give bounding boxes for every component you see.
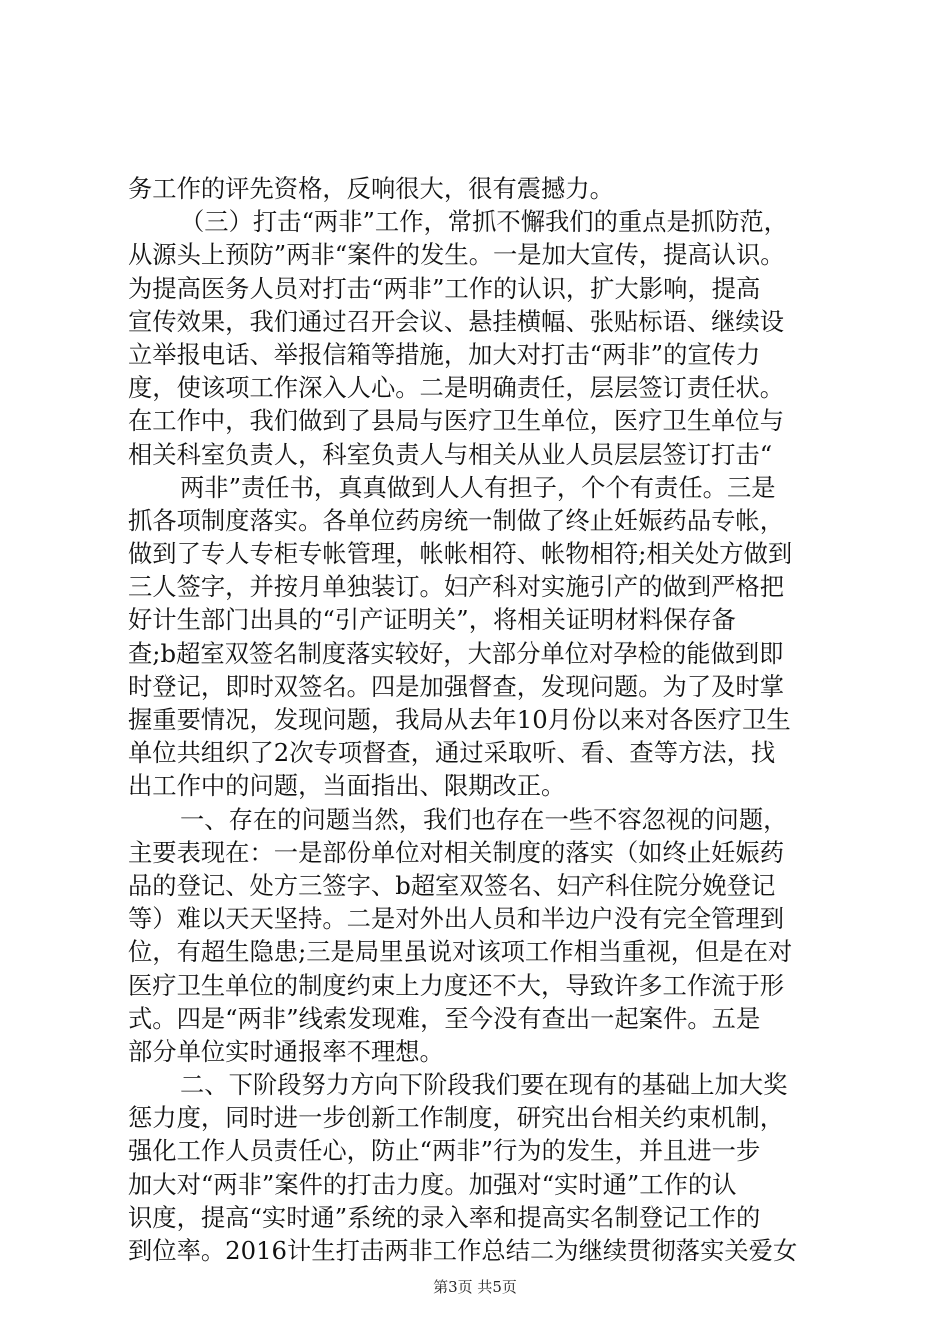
text-line: 主要表现在：一是部份单位对相关制度的落实（如终止妊娠药 [128,837,785,867]
text-line: 一、存在的问题当然，我们也存在一些不容忽视的问题， [180,804,788,834]
text-line: 单位共组织了2次专项督查，通过采取听、看、查等方法，找 [128,738,776,768]
page-number: 第3页 共5页 [433,1278,517,1296]
text-line: 为提高医务人员对打击“两非”工作的认识，扩大影响，提高 [128,273,761,303]
text-line: 握重要情况，发现问题，我局从去年10月份以来对各医疗卫生 [128,705,791,734]
text-line: 好计生部门出具的“引产证明关”，将相关证明材料保存备 [128,605,736,635]
text-line: 三人签字，并按月单独装订。妇产科对实施引产的做到严格把 [128,572,785,602]
text-line: 查;b超室双签名制度落实较好，大部分单位对孕检的能做到即 [128,638,784,668]
text-line: 立举报电话、举报信箱等措施，加大对打击“两非”的宣传力 [128,339,761,369]
text-line: 宣传效果，我们通过召开会议、悬挂横幅、张贴标语、继续设 [128,306,785,336]
text-line: 式。四是“两非”线索发现难，至今没有查出一起案件。五是 [128,1003,761,1033]
text-line: 两非”责任书，真真做到人人有担子，个个有责任。三是 [180,472,776,502]
text-line: 时登记，即时双签名。四是加强督查，发现问题。为了及时掌 [128,671,785,701]
text-line: 做到了专人专柜专帐管理，帐帐相符、帐物相符;相关处方做到 [128,539,793,569]
text-line: 到位率。2016计生打击两非工作总结二为继续贯彻落实关爱女 [128,1236,798,1265]
text-line: 二、下阶段努力方向下阶段我们要在现有的基础上加大奖 [180,1070,788,1100]
text-line: 位，有超生隐患;三是局里虽说对该项工作相当重视，但是在对 [128,937,793,967]
text-line: 品的登记、处方三签字、b超室双签名、妇产科住院分娩登记 [128,870,776,900]
text-line: 抓各项制度落实。各单位药房统一制做了终止妊娠药品专帐， [128,505,785,535]
text-line: 在工作中，我们做到了县局与医疗卫生单位，医疗卫生单位与 [128,406,785,436]
text-line: 强化工作人员责任心，防止“两非”行为的发生，并且进一步 [128,1136,761,1166]
body-text [128,172,828,1267]
text-line: 医疗卫生单位的制度约束上力度还不大，导致许多工作流于形 [128,970,785,1000]
text-line: 出工作中的问题，当面指出、限期改正。 [128,771,566,801]
text-line: 从源头上预防”两非“案件的发生。一是加大宣传，提高认识。 [128,240,785,270]
text-line: 部分单位实时通报率不理想。 [128,1036,444,1066]
text-line: 相关科室负责人，科室负责人与相关从业人员层层签订打击“ [128,439,773,469]
text-line: 加大对“两非”案件的打击力度。加强对“实时通”工作的认 [128,1169,737,1199]
text-line: 度，使该项工作深入人心。二是明确责任，层层签订责任状。 [128,373,785,403]
text-line: 惩力度，同时进一步创新工作制度，研究出台相关约束机制， [128,1103,785,1133]
text-line: 务工作的评先资格，反响很大，很有震撼力。 [128,174,614,203]
text-line: 识度，提高“实时通”系统的录入率和提高实名制登记工作的 [128,1202,761,1232]
text-line: （三）打击“两非”工作，常抓不懈我们的重点是抓防范， [180,207,788,237]
text-line: 等）难以天天坚持。二是对外出人员和半边户没有完全管理到 [128,904,785,934]
